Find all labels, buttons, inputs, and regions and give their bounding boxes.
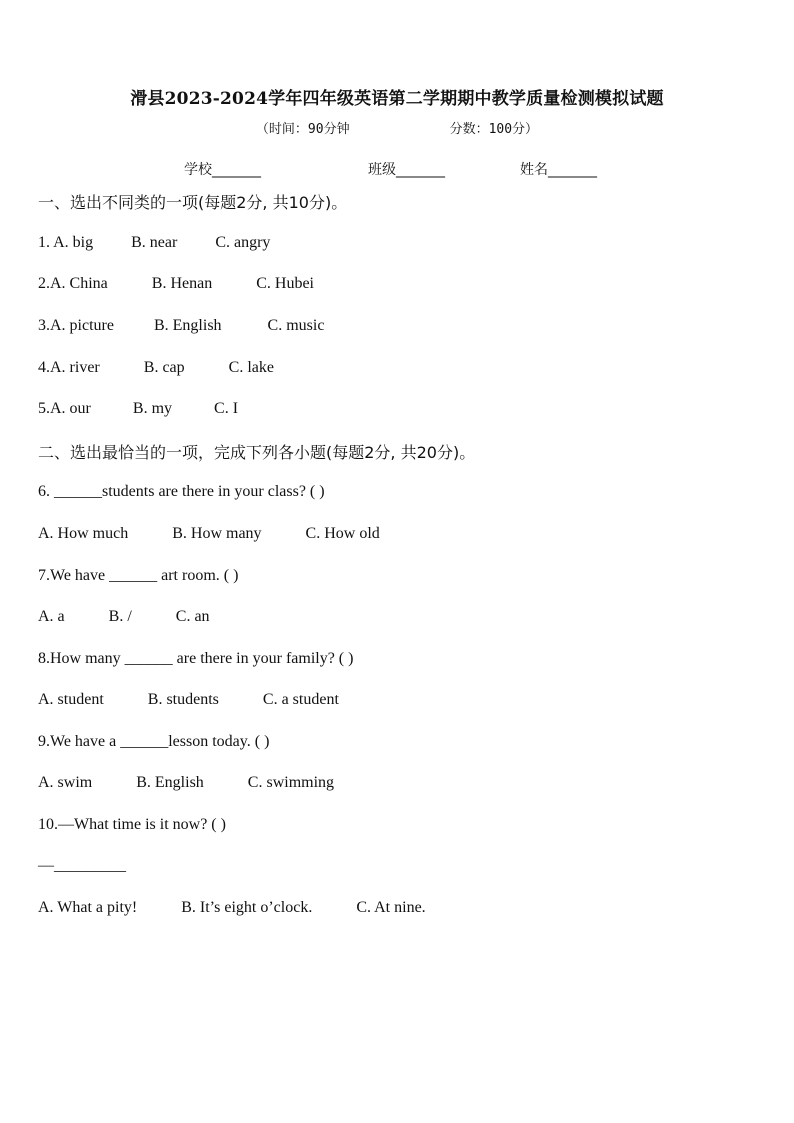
question-3-option-a: 3.A. picture xyxy=(38,317,114,334)
question-9-option-a: A. swim xyxy=(38,774,93,791)
question-6-option-c: C. How old xyxy=(305,525,380,542)
question-5-option-c: C. I xyxy=(214,400,239,417)
question-10-option-c: C. At nine. xyxy=(356,899,426,916)
question-6-stem: 6. ______students are there in your class? ( ) xyxy=(38,483,325,500)
question-5-option-a: 5.A. our xyxy=(38,400,91,417)
question-9-option-c: C. swimming xyxy=(247,774,335,791)
question-8-option-b: B. students xyxy=(147,691,219,708)
time-label: （时间：90分钟 xyxy=(255,122,350,137)
exam-subtitle xyxy=(0,118,794,137)
question-9-stem: 9.We have a ______lesson today. ( ) xyxy=(38,733,270,750)
question-5 xyxy=(38,400,238,418)
question-8-options xyxy=(38,691,339,709)
class-field[interactable]: 班级_______ xyxy=(368,162,445,178)
section-1-heading: 一、选出不同类的一项(每题2分, 共10分)。 xyxy=(38,193,348,212)
question-5-option-b: B. my xyxy=(132,400,173,417)
question-7-stem: 7.We have ______ art room. ( ) xyxy=(38,567,239,584)
question-2-option-a: 2.A. China xyxy=(38,275,108,292)
question-2 xyxy=(38,275,314,293)
question-8-option-a: A. student xyxy=(38,691,104,708)
question-1-option-a: 1. A. big xyxy=(38,234,94,251)
question-3 xyxy=(38,317,324,335)
question-8-stem: 8.How many ______ are there in your family? ( ) xyxy=(38,650,354,667)
question-1-option-b: B. near xyxy=(131,234,178,251)
school-field[interactable]: 学校_______ xyxy=(184,162,261,178)
question-7-option-b: B. / xyxy=(108,608,132,625)
question-4-option-a: 4.A. river xyxy=(38,359,100,376)
question-1-option-c: C. angry xyxy=(215,234,271,251)
question-3-option-b: B. English xyxy=(153,317,222,334)
question-7-options xyxy=(38,608,210,626)
section-2-heading: 二、选出最恰当的一项，完成下列各小题(每题2分, 共20分)。 xyxy=(38,443,476,462)
question-1 xyxy=(38,234,270,252)
question-6-options xyxy=(38,525,380,543)
question-2-option-c: C. Hubei xyxy=(256,275,314,292)
question-6-option-b: B. How many xyxy=(172,525,262,542)
question-8-option-c: C. a student xyxy=(262,691,339,708)
question-7-option-c: C. an xyxy=(175,608,210,625)
question-6-option-a: A. How much xyxy=(38,525,129,542)
question-4 xyxy=(38,359,274,377)
question-2-option-b: B. Henan xyxy=(151,275,213,292)
question-9-option-b: B. English xyxy=(136,774,204,791)
question-10-option-a: A. What a pity! xyxy=(38,899,138,916)
question-10-option-b: B. It’s eight o’clock. xyxy=(181,899,313,916)
question-3-option-c: C. music xyxy=(267,317,325,334)
question-4-option-c: C. lake xyxy=(228,359,274,376)
question-9-options xyxy=(38,774,334,792)
question-10-answer-line[interactable]: —_________ xyxy=(38,857,126,874)
name-field[interactable]: 姓名_______ xyxy=(520,162,597,178)
question-10-stem: 10.—What time is it now? ( ) xyxy=(38,816,226,833)
question-10-options xyxy=(38,899,426,917)
question-4-option-b: B. cap xyxy=(143,359,185,376)
exam-title: 滑县2023-2024学年四年级英语第二学期期中教学质量检测模拟试题 xyxy=(130,89,664,109)
score-label: 分数：100分） xyxy=(449,122,539,137)
question-7-option-a: A. a xyxy=(38,608,65,625)
